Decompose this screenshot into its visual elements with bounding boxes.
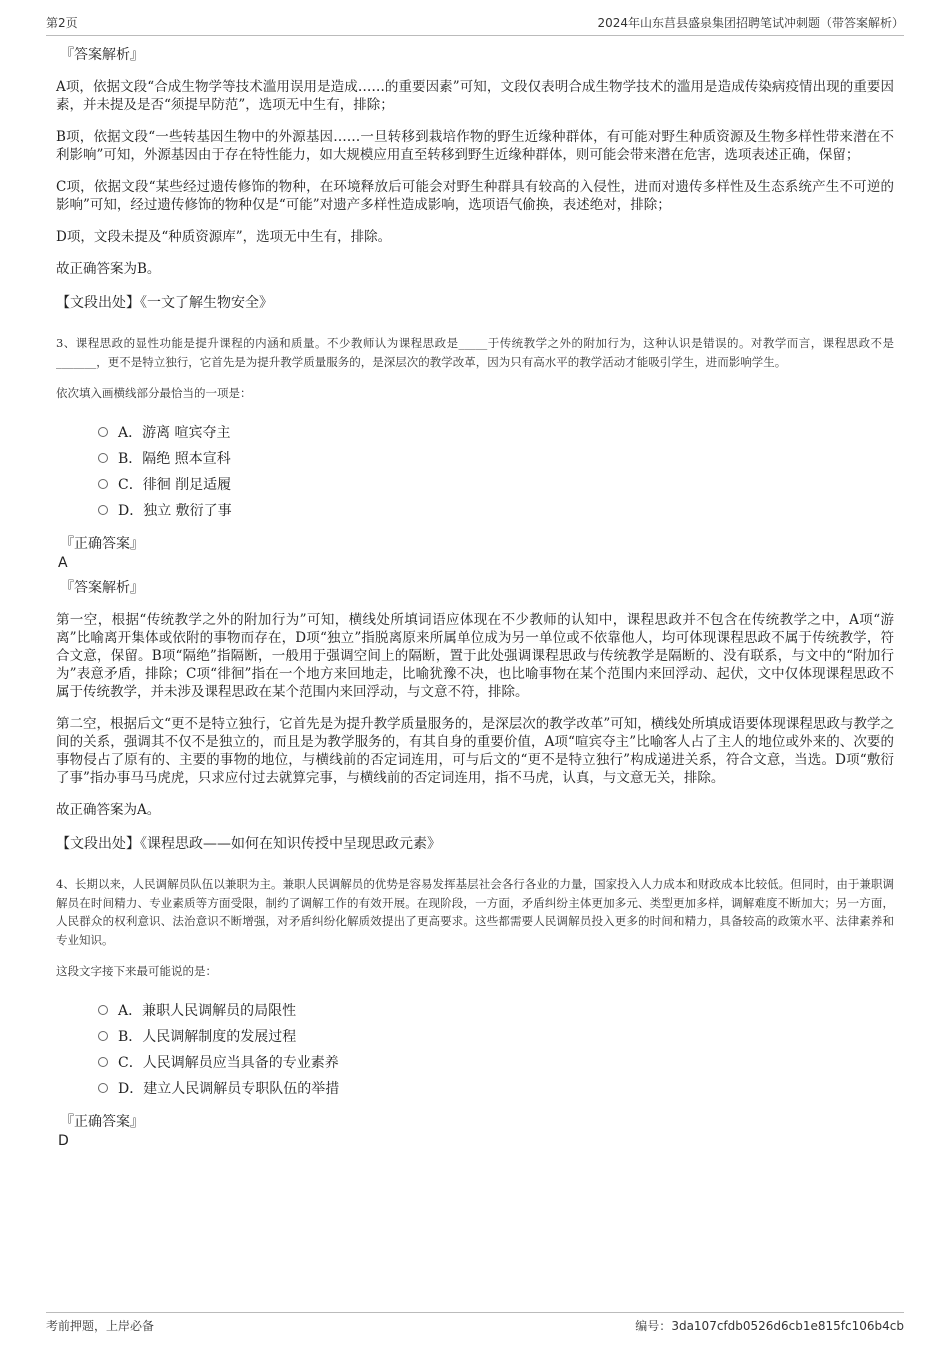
q4-option-a[interactable] bbox=[98, 997, 894, 1023]
q2-analysis-d: D项，文段未提及“种质资源库”，选项无中生有，排除。 bbox=[56, 229, 392, 245]
q4-option-c[interactable] bbox=[98, 1049, 894, 1075]
radio-icon[interactable] bbox=[98, 1057, 108, 1067]
q3-option-b[interactable] bbox=[98, 445, 894, 471]
q2-analysis-label: 『答案解析』 bbox=[60, 47, 144, 63]
q3-question: 3、课程思政的显性功能是提升课程的内涵和质量。不少教师认为课程思政是_____于传统教学之外的附加行为，这种认识是错误的。对教学而言，课程思政不是_______，更不是特立独行，它首先是为提升教学质量服务的，是深层次的教学改革，因为只有高水平的教学活动才能吸引学生，进而影响学生。 bbox=[56, 336, 894, 369]
q3-option-a[interactable] bbox=[98, 419, 894, 445]
q4-option-b[interactable] bbox=[98, 1023, 894, 1049]
q2-analysis-a: A项，依据文段“合成生物学等技术滥用误用是造成……的重要因素”可知，文段仅表明合成生物学技术的滥用是造成传染病疫情出现的重要因素，并未提及是否“须提早防范”，选项无中生有，排除； bbox=[56, 79, 894, 113]
page-number: 第2页 bbox=[46, 16, 78, 30]
page-footer bbox=[46, 1312, 904, 1334]
footer-slogan: 考前押题，上岸必备 bbox=[46, 1319, 155, 1333]
footer-code-wrap bbox=[635, 1317, 904, 1334]
option-label: A．兼职人民调解员的局限性 bbox=[118, 1003, 297, 1019]
q3-option-d[interactable] bbox=[98, 497, 894, 523]
q3-source: 【文段出处】《课程思政——如何在知识传授中呈现思政元素》 bbox=[56, 836, 441, 852]
q4-answer: D bbox=[58, 1133, 69, 1149]
document-title: 2024年山东莒县盛泉集团招聘笔试冲刺题（带答案解析） bbox=[597, 16, 904, 30]
option-label: B．隔绝 照本宣科 bbox=[118, 451, 231, 467]
footer-code-label: 编号： bbox=[635, 1319, 672, 1333]
radio-icon[interactable] bbox=[98, 1031, 108, 1041]
page-header bbox=[46, 14, 904, 36]
q2-analysis-b: B项，依据文段“一些转基因生物中的外源基因……一旦转移到栽培作物的野生近缘种群体，有可能对野生种质资源及生物多样性带来潜在不利影响”可知，外源基因由于存在特性能力，如大规模应用直至转移到野生近缘种群体，则可能会带来潜在危害，选项表述正确，保留； bbox=[56, 129, 894, 163]
q4-answer-label: 『正确答案』 bbox=[60, 1114, 144, 1130]
option-label: C．人民调解员应当具备的专业素养 bbox=[118, 1055, 339, 1071]
radio-icon[interactable] bbox=[98, 427, 108, 437]
footer-code: 3da107cfdb0526d6cb1e815fc106b4cb bbox=[671, 1319, 904, 1333]
radio-icon[interactable] bbox=[98, 1005, 108, 1015]
radio-icon[interactable] bbox=[98, 1083, 108, 1093]
option-label: D．建立人民调解员专职队伍的举措 bbox=[118, 1081, 340, 1097]
q3-answer-label: 『正确答案』 bbox=[60, 536, 144, 552]
q4-prompt: 这段文字接下来最可能说的是： bbox=[56, 964, 217, 978]
q3-prompt: 依次填入画横线部分最恰当的一项是： bbox=[56, 386, 252, 400]
q3-option-c[interactable] bbox=[98, 471, 894, 497]
q4-options bbox=[98, 997, 894, 1101]
q2-analysis-c: C项，依据文段“某些经过遗传修饰的物种，在环境释放后可能会对野生种群具有较高的入侵性，进而对遗传多样性及生态系统产生不可逆的影响”可知，经过遗传修饰的物种仅是“可能”对遗产多样性造成影响，选项语气偷换，表述绝对，排除； bbox=[56, 179, 894, 213]
option-label: D．独立 敷衍了事 bbox=[118, 503, 232, 519]
q3-analysis-2: 第二空，根据后文“更不是特立独行，它首先是为提升教学质量服务的，是深层次的教学改革”可知，横线处所填成语要体现课程思政与教学之间的关系，强调其不仅不是独立的，而且是为教学服务的，有其自身的重要价值，A项“喧宾夺主”比喻客人占了主人的地位或外来的、次要的事物侵占了原有的、主要的事物的地位，与横线前的否定词连用，可与后文的“更不是特立独行”构成递进关系，符合文意，当选。D项“敷衍了事”指办事马马虎虎，只求应付过去就算完事，与横线前的否定词连用，指不马虎，认真，与文意无关，排除。 bbox=[56, 716, 894, 786]
q3-analysis-label: 『答案解析』 bbox=[60, 580, 144, 596]
q3-analysis-1: 第一空，根据“传统教学之外的附加行为”可知，横线处所填词语应体现在不少教师的认知中，课程思政并不包含在传统教学之中，A项“游离”比喻离开集体或依附的事物而存在，D项“独立”指脱离原来所属单位成为另一单位或不依靠他人，均可体现课程思政不属于传统教学，符合文意，保留。B项“隔绝”指隔断，一般用于强调空间上的隔断，置于此处强调课程思政与传统教学是隔断的、没有联系，与文中的“附加行为”表意矛盾，排除；C项“徘徊”指在一个地方来回地走，比喻犹豫不决，也比喻事物在某个范围内来回浮动、起伏，文中仅体现课程思政不属于传统教学，并未涉及课程思政在某个范围内来回浮动，与文意不符，排除。 bbox=[56, 612, 894, 700]
option-label: A．游离 喧宾夺主 bbox=[118, 425, 231, 441]
radio-icon[interactable] bbox=[98, 479, 108, 489]
radio-icon[interactable] bbox=[98, 453, 108, 463]
page-content bbox=[56, 44, 894, 1155]
option-label: C．徘徊 削足适履 bbox=[118, 477, 232, 493]
q2-source: 【文段出处】《一文了解生物安全》 bbox=[56, 295, 273, 311]
radio-icon[interactable] bbox=[98, 505, 108, 515]
q3-options bbox=[98, 419, 894, 523]
q4-option-d[interactable] bbox=[98, 1075, 894, 1101]
q3-conclusion: 故正确答案为A。 bbox=[56, 802, 161, 818]
q3-answer: A bbox=[58, 555, 68, 571]
q4-question: 4、长期以来，人民调解员队伍以兼职为主。兼职人民调解员的优势是容易发挥基层社会各行各业的力量，国家投入人力成本和财政成本比较低。但同时，由于兼职调解员在时间精力、专业素质等方面受限，制约了调解工作的有效开展。在现阶段，一方面，矛盾纠纷主体更加多元、类型更加多样，调解难度不断加大；另一方面，人民群众的权利意识、法治意识不断增强，对矛盾纠纷化解质效提出了更高要求。这些都需要人民调解员投入更多的时间和精力，具备较高的政策水平、法律素养和专业知识。 bbox=[56, 877, 894, 947]
option-label: B．人民调解制度的发展过程 bbox=[118, 1029, 297, 1045]
q2-conclusion: 故正确答案为B。 bbox=[56, 261, 161, 277]
